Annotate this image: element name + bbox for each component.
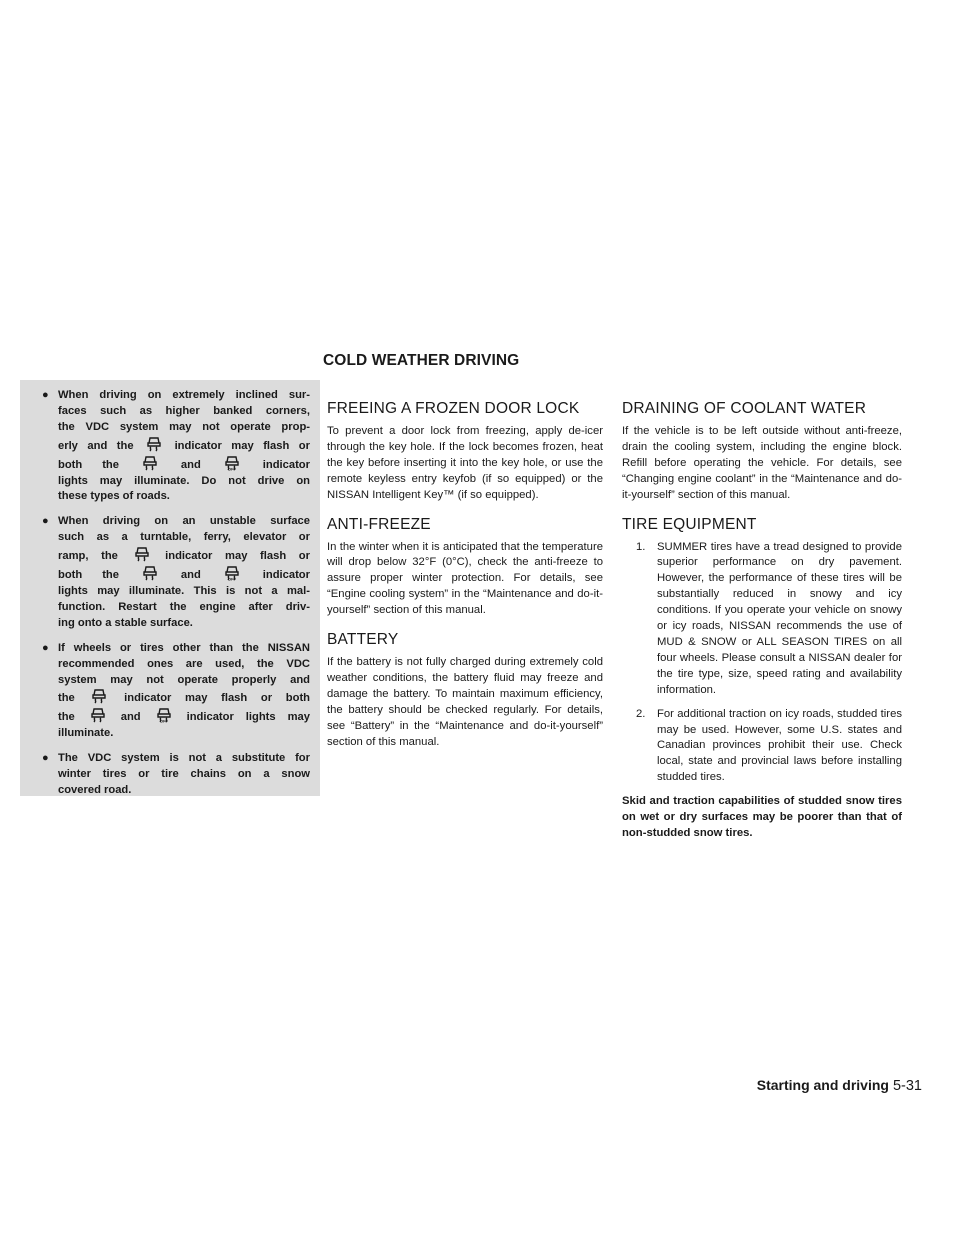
- studded-tires-note: Skid and traction capabilities of studded snow tires on wet or dry surfaces may be poorer than that of non-studded snow tires.: [622, 795, 902, 839]
- warning-line: The VDC system is not a substitute for: [58, 752, 310, 765]
- heading-anti-freeze: ANTI-FREEZE: [327, 515, 431, 533]
- warning-line: If wheels or tires other than the NISSAN: [58, 641, 310, 654]
- warning-item: [42, 514, 310, 631]
- vdc-off-icon: [87, 707, 109, 723]
- svg-text:OFF: OFF: [159, 718, 168, 724]
- list-item: 2. For additional traction on icy roads, studded tires may be used. However, some U.S. states and Canadian provinces prohibit their use. Check local, state and provincial laws before installing studded tires.: [636, 707, 902, 784]
- warning-line: recommended ones are used, the VDC: [58, 657, 310, 670]
- warning-line: When driving on extremely inclined sur-: [58, 389, 310, 401]
- vdc-off-icon: [131, 546, 153, 562]
- warning-line: the and OFF indicator lights may: [58, 707, 310, 726]
- vdc-off-icon: [139, 565, 161, 581]
- section-title: COLD WEATHER DRIVING: [323, 352, 520, 369]
- warning-line: When driving on an unstable surface: [58, 515, 310, 528]
- vdc-off-icon: [139, 455, 161, 471]
- list-item: 1. SUMMER tires have a tread designed to provide superior performance on dry pavement. However, the performance of these tires will be substantially reduced in snowy and icy conditions. If you operate your vehicle on snowy or icy roads, NISSAN recommends the use of MUD & SNOW or ALL SEASON TIRES on all four wheels. Please consult a NISSAN dealer for the tire type, size, speed rating and availability information.: [636, 540, 902, 696]
- column-middle: [327, 400, 603, 763]
- heading-battery: BATTERY: [327, 631, 399, 649]
- heading-draining-coolant: DRAINING OF COOLANT WATER: [622, 400, 867, 417]
- warning-line: both the and OFF indicator: [58, 455, 310, 474]
- warning-line: covered road.: [58, 783, 132, 796]
- bullet: ●: [42, 515, 49, 528]
- warning-line: such as a turntable, ferry, elevator or: [58, 531, 310, 544]
- tire-equipment-list: [622, 540, 902, 787]
- warning-line: ing onto a stable surface.: [58, 616, 193, 629]
- warning-item: [42, 388, 310, 505]
- warning-line: lights may illuminate. This is not a mal-: [58, 584, 310, 597]
- heading-freeing-door-lock: FREEING A FROZEN DOOR LOCK: [327, 400, 580, 417]
- warning-item: [42, 751, 310, 799]
- warning-line: lights may illuminate. Do not drive on: [58, 474, 310, 487]
- heading-tire-equipment: TIRE EQUIPMENT: [622, 515, 757, 533]
- svg-text:OFF: OFF: [227, 576, 236, 582]
- svg-text:OFF: OFF: [227, 466, 236, 471]
- vdc-off-icon: [88, 688, 110, 704]
- warning-line: both the and OFF indicator: [58, 565, 310, 584]
- warning-line: system may not operate properly and: [58, 673, 310, 686]
- battery-text: If the battery is not fully charged during extremely cold weather conditions, the battery fluid may freeze and damage the battery. To maintain maximum efficiency, the battery should be checked regularly. For details, see “Battery” in the “Maintenance and do-it-yourself” section of this manual.: [327, 656, 603, 748]
- bullet: ●: [42, 641, 49, 654]
- warning-line: these types of roads.: [58, 490, 170, 503]
- warning-line: the VDC system may not operate prop-: [58, 420, 310, 433]
- bullet: ●: [42, 752, 49, 765]
- slip-icon: [153, 707, 175, 723]
- warning-line: faces such as higher banked corners,: [58, 404, 310, 417]
- vdc-off-icon: [143, 436, 165, 452]
- warning-line: illuminate.: [58, 727, 114, 740]
- freeing-door-lock-text: To prevent a door lock from freezing, apply de-icer through the key hole. If the lock becomes frozen, heat the key before inserting it into the key hole, or use the remote keyless entry keyfob (if so equipped) or the NISSAN Intelligent Key™ (if so equipped).: [327, 425, 603, 501]
- warning-line: ramp, the indicator may flash or: [58, 546, 310, 565]
- slip-icon: [221, 565, 243, 581]
- warning-item: [42, 641, 310, 742]
- bullet: ●: [42, 389, 49, 401]
- anti-freeze-text: In the winter when it is anticipated that the temperature will drop below 32°F (0°C), check the anti-freeze to assure proper winter protection. For details, see “Engine cooling system” in the “Maintenance and do-it-yourself” section of this manual.: [327, 540, 603, 617]
- warning-line: winter tires or tire chains on a snow: [58, 768, 310, 781]
- column-right: [622, 400, 902, 842]
- vdc-warning-box: [20, 380, 320, 796]
- draining-coolant-text: If the vehicle is to be left outside without anti-freeze, drain the cooling system, including the engine block. Refill before operating the vehicle. For details, see “Changing engine coolant” in the “Maintenance and do-it-yourself” section of this manual.: [622, 425, 902, 501]
- footer-section-label: Starting and driving: [756, 1077, 889, 1093]
- warning-line: function. Restart the engine after driv-: [58, 600, 310, 613]
- warning-line: the indicator may flash or both: [58, 688, 310, 707]
- slip-icon: [221, 455, 243, 471]
- page-number: 5-31: [892, 1078, 922, 1094]
- page-footer: [757, 1077, 922, 1094]
- warning-line: erly and the indicator may flash or: [58, 436, 310, 455]
